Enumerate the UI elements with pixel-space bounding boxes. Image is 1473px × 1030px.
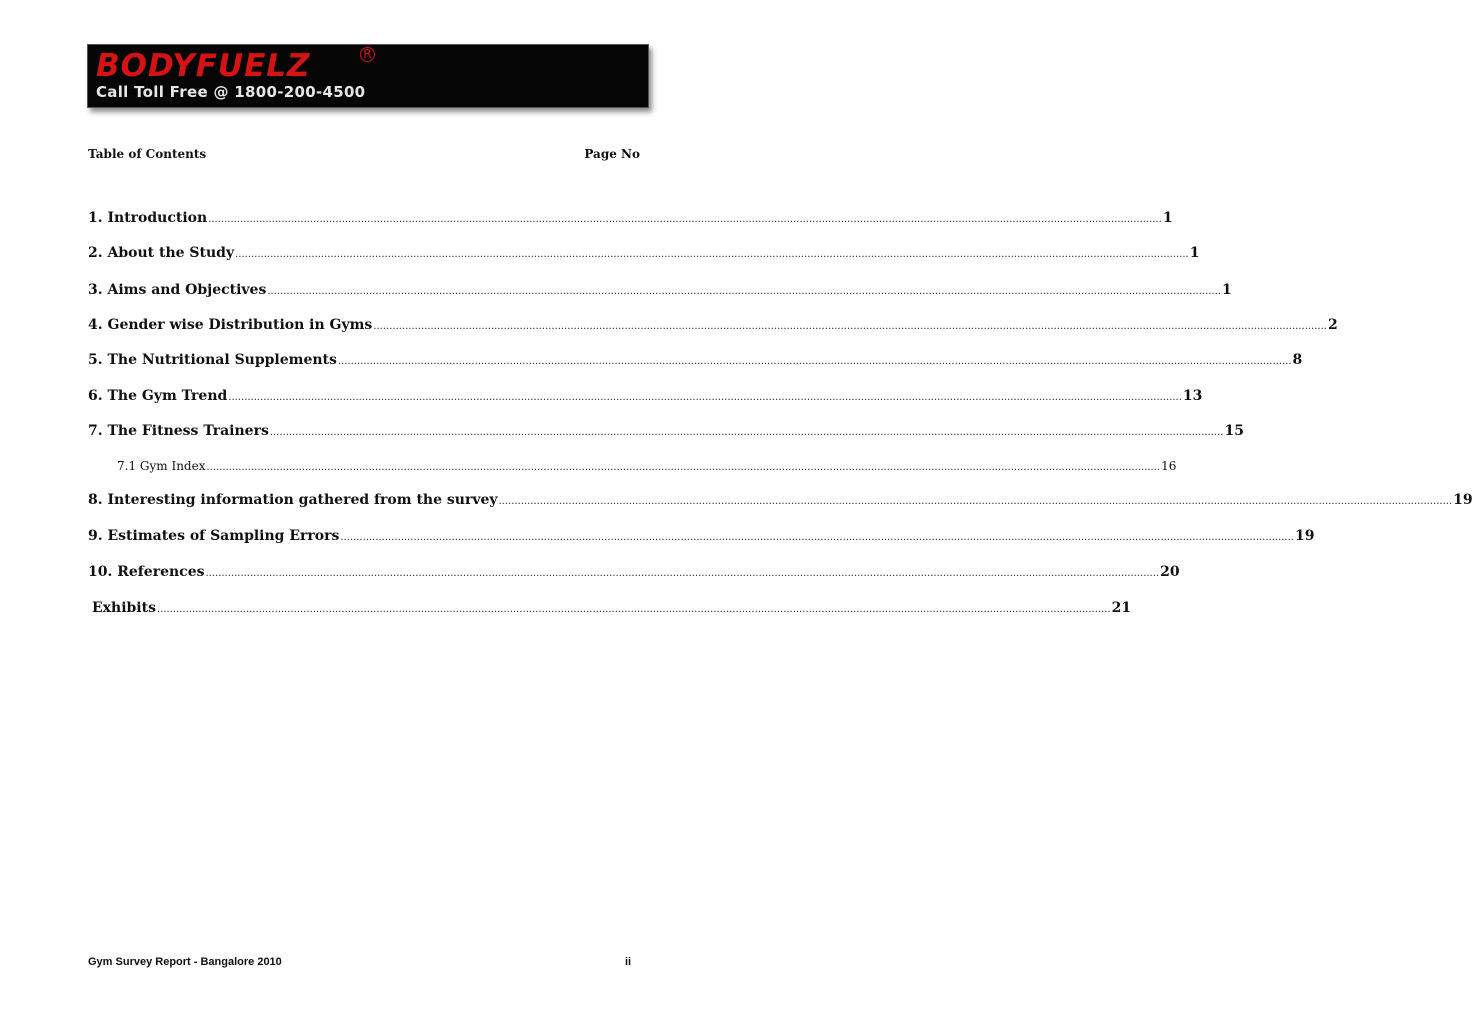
toll-free-number: Call Toll Free @ 1800-200-4500 — [96, 83, 366, 101]
toc-entry[interactable] — [88, 209, 1173, 229]
toc-entry[interactable] — [88, 281, 1232, 301]
toc-entry-page: 13 — [1182, 388, 1203, 404]
toc-leader-dots: ............................................................................................................................................................................................................................................................................................................ — [208, 214, 1162, 225]
toc-entry[interactable] — [88, 316, 1338, 336]
toc-entry-label: 6. The Gym Trend — [88, 388, 228, 404]
toc-entry-page: 1 — [1221, 282, 1232, 298]
toc-leader-dots: ............................................................................................................................................................................................................................................................................................................ — [156, 604, 1111, 615]
toc-entry[interactable] — [88, 491, 1473, 511]
toc-entry-label: 9. Estimates of Sampling Errors — [88, 528, 340, 544]
toc-leader-dots: ............................................................................................................................................................................................................................................................................................................ — [235, 249, 1189, 260]
toc-leader-dots: ............................................................................................................................................................................................................................................................................................................ — [269, 427, 1224, 438]
toc-entry-label: 8. Interesting information gathered from the survey — [88, 492, 498, 508]
toc-entry-page: 2 — [1327, 317, 1338, 333]
toc-entry-label: 4. Gender wise Distribution in Gyms — [88, 317, 373, 333]
toc-entry-page: 16 — [1161, 459, 1177, 473]
toc-entry-label: 3. Aims and Objectives — [88, 282, 267, 298]
toc-leader-dots: ............................................................................................................................................................................................................................................................................................................ — [228, 392, 1182, 403]
toc-leader-dots: ............................................................................................................................................................................................................................................................................................................ — [373, 321, 1327, 332]
toc-entry[interactable] — [88, 387, 1203, 407]
toc-entry-page: 8 — [1292, 352, 1303, 368]
toc-entry[interactable] — [92, 599, 1132, 619]
toc-entry-page: 19 — [1453, 492, 1473, 508]
toc-entry-page: 1 — [1162, 210, 1173, 226]
toc-entry[interactable] — [88, 563, 1180, 583]
toc-entry-label: 1. Introduction — [88, 210, 208, 226]
footer-report-title: Gym Survey Report - Bangalore 2010 — [88, 956, 282, 968]
toc-leader-dots: ............................................................................................................................................................................................................................................................................................................ — [340, 532, 1294, 543]
footer-page-number: ii — [625, 956, 632, 968]
brand-logo-text: BODYFUELZ — [96, 48, 311, 84]
toc-entry[interactable] — [88, 351, 1303, 371]
toc-entry-label: 10. References — [88, 564, 205, 580]
toc-entry-page: 1 — [1189, 245, 1200, 261]
toc-entry-label: 7.1 Gym Index — [117, 459, 206, 473]
toc-entry[interactable] — [88, 527, 1315, 547]
toc-leader-dots: ............................................................................................................................................................................................................................................................................................................ — [206, 462, 1161, 473]
toc-entry-page: 19 — [1294, 528, 1315, 544]
toc-entry-label: Exhibits — [92, 600, 156, 616]
toc-leader-dots: ............................................................................................................................................................................................................................................................................................................ — [498, 496, 1453, 507]
toc-entry[interactable] — [88, 422, 1244, 442]
brand-banner — [87, 44, 649, 108]
toc-subentry[interactable] — [117, 457, 1177, 477]
toc-entry-page: 21 — [1111, 600, 1132, 616]
toc-entry[interactable] — [88, 244, 1200, 264]
toc-entry-page: 20 — [1160, 564, 1180, 580]
toc-entry-label: 2. About the Study — [88, 245, 235, 261]
toc-entry-label: 7. The Fitness Trainers — [88, 423, 269, 439]
toc-leader-dots: ............................................................................................................................................................................................................................................................................................................ — [337, 356, 1292, 367]
toc-leader-dots: ............................................................................................................................................................................................................................................................................................................ — [267, 286, 1221, 297]
toc-leader-dots: ............................................................................................................................................................................................................................................................................................................ — [205, 568, 1160, 579]
toc-heading: Table of Contents — [88, 147, 207, 161]
page-no-heading: Page No — [584, 147, 640, 161]
toc-entry-label: 5. The Nutritional Supplements — [88, 352, 337, 368]
toc-entry-page: 15 — [1224, 423, 1244, 439]
registered-mark: R — [360, 47, 375, 62]
